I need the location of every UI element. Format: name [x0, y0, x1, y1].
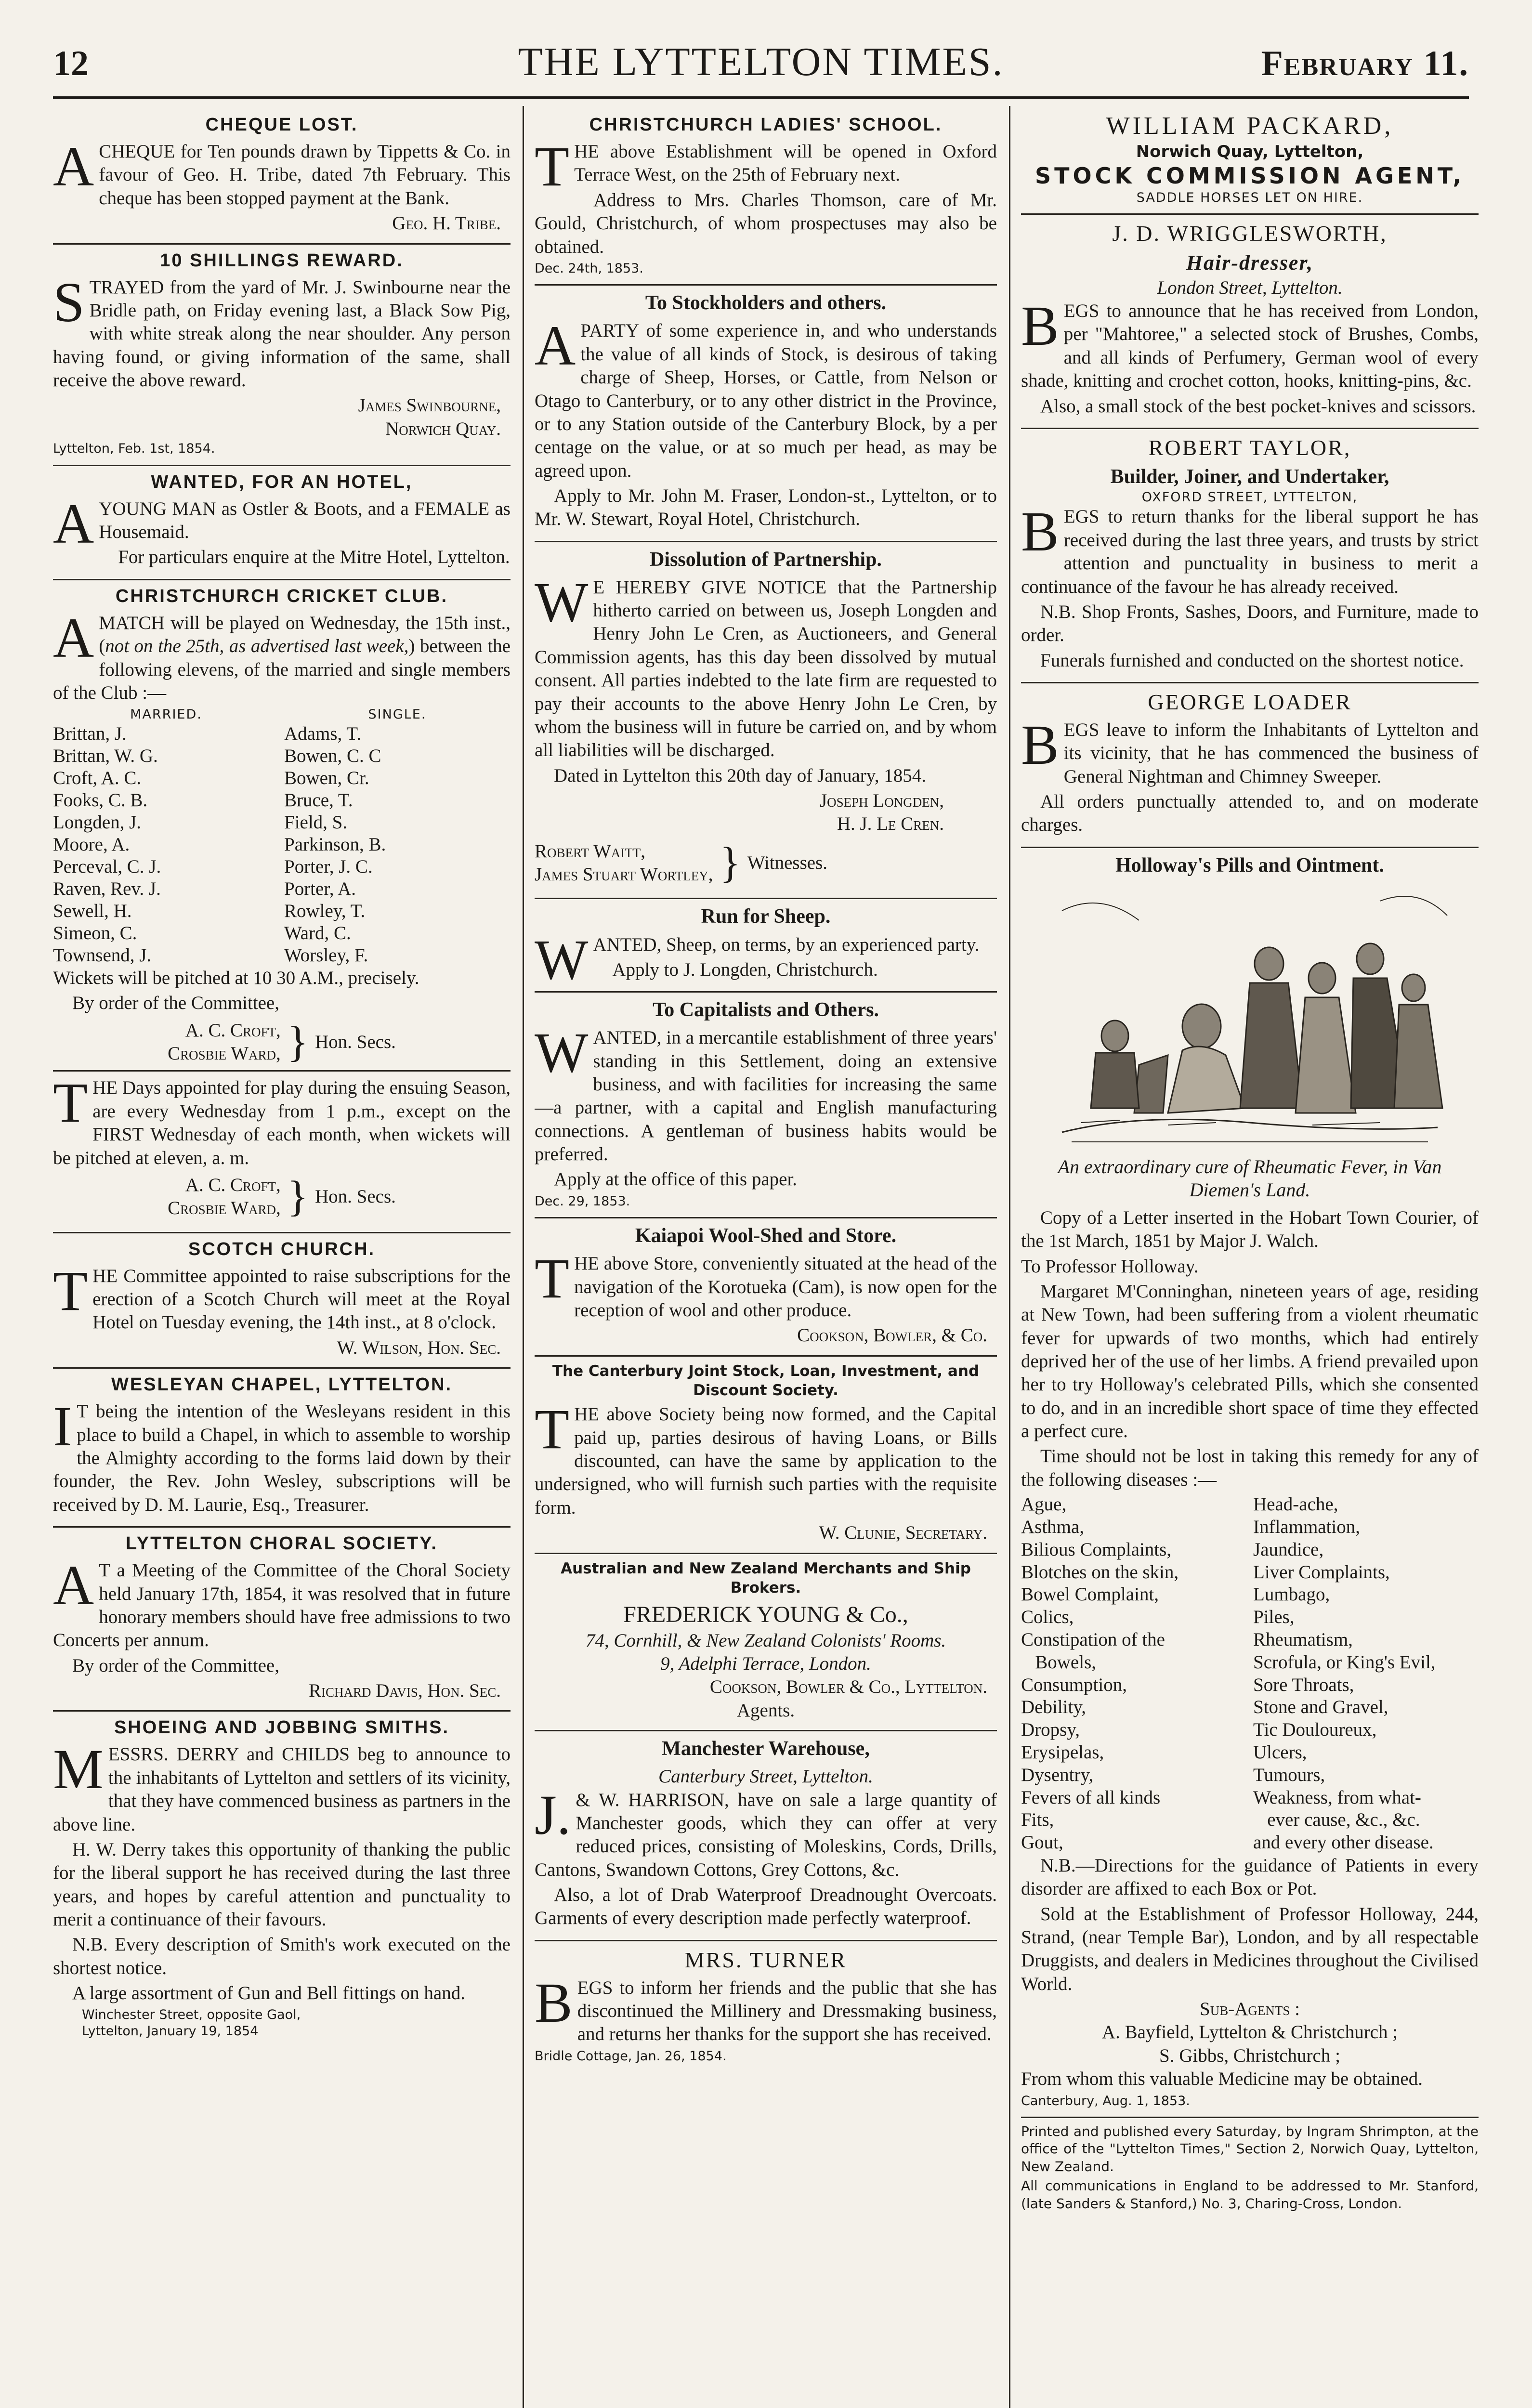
ad-cricket-club — [53, 585, 511, 1227]
single-names — [284, 723, 511, 967]
ad-trade: STOCK COMMISSION AGENT, — [1034, 162, 1465, 189]
married-names — [53, 723, 279, 967]
ad-heading: CHEQUE LOST. — [205, 115, 358, 135]
ad-body: WANTED, Sheep, on terms, by an experienced party. — [535, 928, 980, 991]
single-player: Parkinson, B. — [284, 834, 386, 855]
ad-manchester-warehouse — [535, 1736, 997, 1935]
subagent: A. Bayfield, Lyttelton & Christchurch ; — [1101, 2022, 1398, 2043]
ad-signature: W. Wilson, Hon. Sec. — [337, 1337, 501, 1358]
subagent: S. Gibbs, Christchurch ; — [1159, 2045, 1340, 2066]
ad-cheque-lost — [53, 114, 511, 238]
divider — [53, 1526, 511, 1528]
disease-item: Asthma, — [1021, 1516, 1085, 1537]
ad-scotch-church — [53, 1238, 511, 1363]
ad-signature: Cookson, Bowler, & Co. — [797, 1325, 987, 1346]
ad-body: BEGS to announce that he has received from London, per "Mahtoree," a selected stock of Brushes, Combs, and all kinds of Perfumery, German wool of every shade, knitting and crochet cotton, hooks, knitting-pins, &c. — [1021, 294, 1479, 392]
ad-heading: SCOTCH CHURCH. — [188, 1239, 376, 1259]
ad-body: WE HEREBY GIVE NOTICE that the Partnership hitherto carried on between us, Joseph Longden and Henry John Le Cren, as Auctioneers, and General Commission agents, has this day been dissolved by mutual consent. All parties indebted to the late firm are requested to pay their accounts to the above Henry John Le Cren, by whom the business will in future be carried on, and by whom all liabilities will be discharged. — [535, 570, 997, 761]
ad-body: BEGS to return thanks for the liberal support he has received during the last three years, and trusts by strict attention and punctuality in business to merit a continuance of the favour he has already received. — [1021, 500, 1479, 597]
ad-body: N.B. Shop Fronts, Sashes, Doors, and Furniture, made to order. — [1021, 601, 1479, 646]
ad-body: WANTED, in a mercantile establishment of three years' standing in this Settlement, doing an extensive business, and with facilities for increasing the same—a partner, with a capital and English manufacturing connections. A gentleman of business habits would be preferred. — [535, 1021, 997, 1165]
ad-body: Apply at the office of this paper. — [554, 1169, 798, 1190]
single-player: Ward, C. — [284, 922, 351, 943]
ad-body: Wickets will be pitched at 10 30 A.M., precisely. — [53, 968, 419, 989]
ad-body: Time should not be lost in taking this remedy for any of the following diseases :— — [1021, 1446, 1479, 1490]
divider — [1021, 847, 1479, 848]
ad-heading: J. D. WRIGGLESWORTH, — [1112, 221, 1388, 246]
disease-item: Fits, — [1021, 1809, 1054, 1831]
divider — [535, 1553, 997, 1554]
single-player: Bowen, C. C — [284, 745, 381, 766]
ad-signature-address: Norwich Quay. — [385, 418, 501, 439]
ad-subline: SADDLE HORSES LET ON HIRE. — [1136, 190, 1363, 205]
column-3 — [1021, 111, 1479, 2408]
married-player: Longden, J. — [53, 811, 142, 833]
ad-body: THE above Society being now formed, and the Capital paid up, parties desirous of having Loans, or Bills discounted, can have the same by application to the undersigned, who will furnish such parties with the requisite form. — [535, 1398, 997, 1518]
witness-name: Robert Waitt, — [535, 840, 645, 862]
ad-ladies-school — [535, 114, 997, 279]
ad-body: Address to Mrs. Charles Thomson, care of Mr. Gould, Christchurch, of whom prospectuses may also be obtained. — [535, 189, 997, 257]
married-heading: MARRIED. — [130, 707, 202, 722]
disease-item: Bowels, — [1021, 1651, 1096, 1673]
single-list — [284, 707, 511, 967]
disease-column-left — [1021, 1493, 1246, 1854]
secretary-name: A. C. Croft, — [185, 1174, 281, 1195]
disease-item: Gout, — [1021, 1832, 1063, 1853]
ad-heading: The Canterbury Joint Stock, Loan, Investment, and Discount Society. — [552, 1362, 980, 1400]
ad-heading: Kaiapoi Wool-Shed and Store. — [635, 1225, 897, 1247]
disease-item: Debility, — [1021, 1697, 1087, 1718]
disease-item: Fevers of all kinds — [1021, 1787, 1161, 1808]
ad-body: Sold at the Establishment of Professor Holloway, 244, Strand, (near Temple Bar), London, and by all respectable Druggists, and dealers in Medicines throughout the Civilised World. — [1021, 1903, 1479, 1994]
ad-wesleyan-chapel — [53, 1374, 511, 1521]
ad-heading: GEORGE LOADER — [1148, 689, 1352, 714]
divider — [1021, 682, 1479, 683]
ad-heading: Run for Sheep. — [701, 905, 831, 928]
ad-body: Dated in Lyttelton this 20th day of January, 1854. — [554, 765, 927, 786]
disease-item: Colics, — [1021, 1607, 1074, 1628]
ad-heading: To Capitalists and Others. — [653, 999, 879, 1021]
divider — [535, 1730, 997, 1731]
ad-body: APARTY of some experience in, and who understands the value of all kinds of Stock, is desirous of taking charge of Sheep, Horses, or Cattle, from Nelson or Otago to Canterbury, or to any other district in the Province, or to any Station outside of the Canterbury Block, by a per centage on the value, or at so much per head, as may be agreed upon. — [535, 314, 997, 481]
ad-heading: LYTTELTON CHORAL SOCIETY. — [126, 1533, 438, 1554]
ad-wrigglesworth — [1021, 220, 1479, 423]
ad-body: THE above Establishment will be opened in Oxford Terrace West, on the 25th of February next. — [535, 135, 997, 198]
ad-body: By order of the Committee, — [72, 993, 279, 1014]
married-player: Sewell, H. — [53, 900, 132, 921]
divider — [535, 1355, 997, 1357]
single-player: Adams, T. — [284, 723, 361, 744]
ad-heading: WILLIAM PACKARD, — [1106, 112, 1394, 140]
ad-body: Margaret M'Conninghan, nineteen years of age, residing at New Town, had been suffering from a violent rheumatic fever for upwards of two months, which had entirely deprived her of the use of her limbs. A friend prevailed upon her to try Holloway's celebrated Pills, which she consented to do, and in an incredible short space of time they effected a perfect cure. — [1021, 1281, 1479, 1442]
divider — [53, 243, 511, 245]
divider — [535, 898, 997, 899]
divider — [53, 1367, 511, 1369]
disease-column-right — [1253, 1493, 1479, 1854]
disease-item: and every other disease. — [1253, 1832, 1434, 1853]
ad-heading: Dissolution of Partnership. — [650, 548, 882, 571]
imprint-footer — [1021, 2123, 1479, 2217]
married-player: Raven, Rev. J. — [53, 878, 161, 899]
disease-item: Dropsy, — [1021, 1719, 1080, 1741]
disease-item: Dysentry, — [1021, 1764, 1094, 1785]
married-player: Croft, A. C. — [53, 767, 142, 788]
ad-signature: Richard Davis, Hon. Sec. — [308, 1680, 501, 1701]
ad-body: AT a Meeting of the Committee of the Choral Society held January 17th, 1854, it was resolved that in future honorary members should have free admissions to two Concerts per annum. — [53, 1554, 511, 1651]
ad-body: Copy of a Letter inserted in the Hobart Town Courier, of the 1st March, 1851 by Major J. Walch. — [1021, 1207, 1479, 1252]
ad-body: J.& W. HARRISON, have on sale a large quantity of Manchester goods, which they can offer at very reduced prices, consisting of Moleskins, Cords, Drills, Cantons, Swandown Cottons, Grey Cottons, &c. — [535, 1783, 997, 1880]
merchant-address: 74, Cornhill, & New Zealand Colonists' Rooms. — [585, 1630, 946, 1651]
ad-address: Norwich Quay, Lyttelton, — [1136, 142, 1364, 162]
ad-body: To Professor Holloway. — [1021, 1256, 1199, 1277]
ad-body: All orders punctually attended to, and on moderate charges. — [1021, 791, 1479, 836]
ad-body: A large assortment of Gun and Bell fittings on hand. — [72, 1983, 465, 2004]
ad-choral-society — [53, 1532, 511, 1705]
single-player: Field, S. — [284, 811, 348, 833]
ad-run-for-sheep — [535, 904, 997, 991]
ad-heading: WANTED, FOR AN HOTEL, — [151, 471, 413, 492]
ad-capitalists — [535, 997, 997, 1212]
column-divider — [1009, 106, 1010, 2408]
married-player: Brittan, J. — [53, 723, 127, 744]
disease-item: Constipation of the — [1021, 1629, 1165, 1650]
ad-merchants — [535, 1559, 997, 1726]
ad-address: London Street, Lyttelton. — [1157, 277, 1343, 298]
disease-item: Blotches on the skin, — [1021, 1561, 1179, 1583]
ad-body: ACHEQUE for Ten pounds drawn by Tippetts & Co. in favour of Geo. H. Tribe, dated 7th February. This cheque has been stopped payment at the Bank. — [53, 135, 511, 209]
issue-date: February 11. — [1261, 44, 1469, 83]
ad-signature: Geo. H. Tribe. — [392, 213, 501, 234]
single-player: Rowley, T. — [284, 900, 366, 921]
witnesses — [535, 840, 997, 887]
disease-item: Tic Douloureux, — [1253, 1719, 1377, 1741]
ad-subheading: Builder, Joiner, and Undertaker, — [1110, 465, 1389, 488]
married-list — [53, 707, 279, 967]
ad-date: Lyttelton, January 19, 1854 — [82, 2023, 259, 2039]
secretaries — [53, 1019, 511, 1066]
divider — [53, 1710, 511, 1712]
ad-body: Also, a small stock of the best pocket-knives and scissors. — [1040, 395, 1476, 417]
brace-glyph: } — [287, 1018, 308, 1066]
ad-body: Also, a lot of Drab Waterproof Dreadnought Overcoats. Garments of every description made perfectly waterproof. — [535, 1884, 997, 1929]
ad-body: THE Committee appointed to raise subscriptions for the erection of a Scotch Church will meet at the Royal Hotel on Tuesday evening, the 14th inst., at 8 o'clock. — [53, 1259, 511, 1333]
divider — [535, 541, 997, 542]
married-player: Townsend, J. — [53, 945, 152, 966]
ad-heading: ROBERT TAYLOR, — [1148, 435, 1351, 460]
disease-item: Stone and Gravel, — [1253, 1697, 1388, 1718]
ad-body: From whom this valuable Medicine may be obtained. — [1021, 2068, 1423, 2090]
divider — [535, 284, 997, 286]
disease-item: Consumption, — [1021, 1674, 1127, 1695]
disease-item: Lumbago, — [1253, 1584, 1330, 1605]
married-player: Brittan, W. G. — [53, 745, 158, 766]
divider — [1021, 213, 1479, 215]
disease-item: Inflammation, — [1253, 1516, 1361, 1537]
ad-body: BEGS leave to inform the Inhabitants of Lyttelton and its vicinity, that he has commenced the business of General Nightman and Chimney Sweeper. — [1021, 713, 1479, 787]
ad-heading: MRS. TURNER — [684, 1947, 847, 1972]
disease-item: Piles, — [1253, 1607, 1295, 1628]
ad-packard — [1021, 111, 1479, 209]
divider — [53, 465, 511, 466]
secretary-title: Hon. Secs. — [314, 1031, 396, 1052]
ad-heading: Holloway's Pills and Ointment. — [1115, 854, 1384, 877]
ad-subheading: Canterbury Street, Lyttelton. — [658, 1766, 873, 1787]
disease-list — [1021, 1493, 1479, 1854]
disease-item: Ulcers, — [1253, 1741, 1307, 1763]
ad-date: Canterbury, Aug. 1, 1853. — [1021, 2093, 1190, 2108]
divider — [1021, 428, 1479, 429]
ad-heading: SHOEING AND JOBBING SMITHS. — [114, 1717, 450, 1738]
married-player: Simeon, C. — [53, 922, 137, 943]
ad-joint-stock — [535, 1361, 997, 1548]
ad-body: By order of the Committee, — [72, 1655, 279, 1676]
divider — [53, 1232, 511, 1233]
ad-trade: Hair-dresser, — [1186, 251, 1314, 275]
married-player: Fooks, C. B. — [53, 789, 148, 811]
disease-item: ever cause, &c., &c. — [1253, 1809, 1420, 1831]
ad-address: OXFORD STREET, LYTTELTON, — [1141, 489, 1358, 505]
ad-heading: CHRISTCHURCH CRICKET CLUB. — [115, 586, 448, 606]
ad-heading: WESLEYAN CHAPEL, LYTTELTON. — [111, 1374, 453, 1395]
ad-heading: CHRISTCHURCH LADIES' SCHOOL. — [589, 115, 943, 135]
illustration-caption: An extraordinary cure of Rheumatic Fever, in Van Diemen's Land. — [1058, 1155, 1442, 1201]
imprint-text: All communications in England to be addressed to Mr. Stanford, (late Sanders & Stanford,) No. 3, Charing-Cross, London. — [1021, 2178, 1479, 2212]
single-player: Porter, A. — [284, 878, 356, 899]
ad-body: MESSRS. DERRY and CHILDS beg to announce to the inhabitants of Lyttelton and settlers of its vicinity, that they have commenced business as partners in the above line. — [53, 1738, 511, 1835]
ad-address: Winchester Street, opposite Gaol, — [82, 2007, 301, 2023]
single-player: Porter, J. C. — [284, 856, 373, 877]
ad-heading: Australian and New Zealand Merchants and Ship Brokers. — [561, 1559, 971, 1597]
ad-body-italic: not on the 25th, as advertised last week, — [105, 636, 409, 657]
disease-item: Rheumatism, — [1253, 1629, 1353, 1650]
secretary-name: A. C. Croft, — [185, 1020, 281, 1041]
divider — [535, 1940, 997, 1941]
ad-heading: Manchester Warehouse, — [662, 1738, 870, 1760]
newspaper-title: THE LYTTELTON TIMES. — [518, 39, 1004, 84]
ad-signature: W. Clunie, Secretary. — [819, 1522, 987, 1544]
disease-item: Jaundice, — [1253, 1539, 1324, 1560]
column-divider — [523, 106, 524, 2408]
disease-item: Liver Complaints, — [1253, 1561, 1390, 1583]
ad-holloway — [1021, 853, 1479, 2112]
single-player: Worsley, F. — [284, 945, 368, 966]
witness-label: Witnesses. — [747, 852, 828, 873]
ad-body: Apply to J. Longden, Christchurch. — [612, 959, 878, 980]
subagents-heading: Sub-Agents : — [1200, 1999, 1300, 2020]
imprint-text: Printed and published every Saturday, by Ingram Shrimpton, at the office of the "Lyttelton Times," Section 2, Norwich Quay, Lyttelton, New Zealand. — [1021, 2123, 1479, 2174]
ad-smiths — [53, 1716, 511, 2042]
divider — [535, 991, 997, 993]
ad-body: STRAYED from the yard of Mr. J. Swinbourne near the Bridle path, on Friday evening last, a Black Sow Pig, with white streak along the near shoulder. Any person having found, or giving information of the same, shall receive the above reward. — [53, 270, 511, 391]
ad-george-loader — [1021, 688, 1479, 842]
header-rule — [53, 96, 1469, 99]
disease-item: Head-ache, — [1253, 1494, 1338, 1515]
single-player: Bowen, Cr. — [284, 767, 369, 788]
merchant-agents-label: Agents. — [736, 1700, 795, 1721]
ad-body: H. W. Derry takes this opportunity of thanking the public for the liberal support he has received during the last three years, and hopes by careful attention and punctuality to merit a continuance of their favours. — [53, 1839, 511, 1930]
ad-body: N.B.—Directions for the guidance of Patients in every disorder are affixed to each Box or Pot. — [1021, 1855, 1479, 1899]
ad-signature: James Swinbourne, — [358, 395, 501, 416]
brace-glyph: } — [720, 839, 741, 887]
ad-body: AYOUNG MAN as Ostler & Boots, and a FEMALE as Housemaid. — [53, 492, 511, 555]
ad-body-text: ) between the following elevens, of the married and single members of the Club :— — [53, 636, 511, 704]
disease-item: Scrofula, or King's Evil, — [1253, 1651, 1436, 1673]
merchant-name: FREDERICK YOUNG & Co., — [623, 1602, 908, 1628]
ad-body: Apply to Mr. John M. Fraser, London-st., Lyttelton, or to Mr. W. Stewart, Royal Hotel, Christchurch. — [535, 485, 997, 530]
ad-body: N.B. Every description of Smith's work executed on the shortest notice. — [53, 1934, 511, 1978]
ad-mrs-turner — [535, 1946, 997, 2068]
ad-wanted-hotel — [53, 471, 511, 574]
merchant-address: 9, Adelphi Terrace, London. — [660, 1653, 871, 1675]
ad-body: BEGS to inform her friends and the public that she has discontinued the Millinery and Dressmaking business, and returns her thanks for the support she has received. — [535, 1971, 997, 2045]
married-player: Moore, A. — [53, 834, 130, 855]
ad-kaiapoi — [535, 1223, 997, 1350]
disease-item: Bilious Complaints, — [1021, 1539, 1172, 1560]
column-1 — [53, 111, 511, 2408]
secretary-title: Hon. Secs. — [314, 1186, 396, 1207]
single-heading: SINGLE. — [368, 707, 427, 722]
ad-signature: Joseph Longden, — [819, 790, 944, 811]
divider — [535, 1217, 997, 1218]
witness-name: James Stuart Wortley, — [535, 864, 713, 885]
married-player: Perceval, C. J. — [53, 856, 161, 877]
divider — [1021, 2117, 1479, 2118]
column-2 — [535, 111, 997, 2408]
engraving-illustration — [1043, 882, 1457, 1152]
ad-body-text: AMATCH will be played on Wednesday, the 15th inst., ( — [53, 606, 511, 669]
divider — [53, 579, 511, 580]
ad-heading: To Stockholders and others. — [645, 292, 887, 314]
divider — [53, 1070, 511, 1072]
ad-heading: 10 SHILLINGS REWARD. — [160, 250, 404, 271]
team-lists — [53, 707, 511, 967]
ad-body: For particulars enquire at the Mitre Hotel, Lyttelton. — [118, 547, 510, 568]
page-header — [53, 39, 1469, 92]
disease-item: Erysipelas, — [1021, 1741, 1104, 1763]
ad-body: IT being the intention of the Wesleyans resident in this place to build a Chapel, in which to assemble to worship the Almighty according to the forms laid down by their founder, the Rev. John Wesley, subscriptions will be received by D. M. Laurie, Esq., Treasurer. — [53, 1395, 511, 1515]
disease-item: Weakness, from what- — [1253, 1787, 1421, 1808]
ad-dissolution — [535, 547, 997, 893]
ad-robert-taylor — [1021, 434, 1479, 677]
disease-item: Bowel Complaint, — [1021, 1584, 1159, 1605]
ad-date: Bridle Cottage, Jan. 26, 1854. — [535, 2048, 727, 2064]
disease-item: Tumours, — [1253, 1764, 1325, 1785]
disease-item: Sore Throats, — [1253, 1674, 1354, 1695]
single-player: Bruce, T. — [284, 789, 353, 811]
brace-glyph: } — [287, 1173, 308, 1221]
ad-date: Dec. 29, 1853. — [535, 1193, 630, 1209]
ad-signature: H. J. Le Cren. — [837, 813, 944, 835]
ad-body: THE Days appointed for play during the ensuing Season, are every Wednesday from 1 p.m., except on the FIRST Wednesday of each month, when wickets will be pitched at eleven, a. m. — [53, 1071, 511, 1168]
ad-body: THE above Store, conveniently situated at the head of the navigation of the Korotueka (Cam), is now open for the reception of wool and other produce. — [535, 1247, 997, 1321]
ad-body: Funerals furnished and conducted on the shortest notice. — [1040, 650, 1464, 671]
secretary-name: Crosbie Ward, — [168, 1198, 281, 1219]
ad-date: Lyttelton, Feb. 1st, 1854. — [53, 441, 215, 457]
secretaries — [53, 1174, 511, 1220]
disease-item: Ague, — [1021, 1494, 1067, 1515]
merchant-agents: Cookson, Bowler & Co., Lyttelton. — [709, 1676, 987, 1698]
secretary-name: Crosbie Ward, — [168, 1043, 281, 1064]
page-number: 12 — [53, 44, 89, 83]
ad-reward — [53, 249, 511, 460]
ad-stockholders — [535, 290, 997, 536]
ad-body — [53, 606, 511, 705]
ad-date: Dec. 24th, 1853. — [535, 261, 643, 276]
